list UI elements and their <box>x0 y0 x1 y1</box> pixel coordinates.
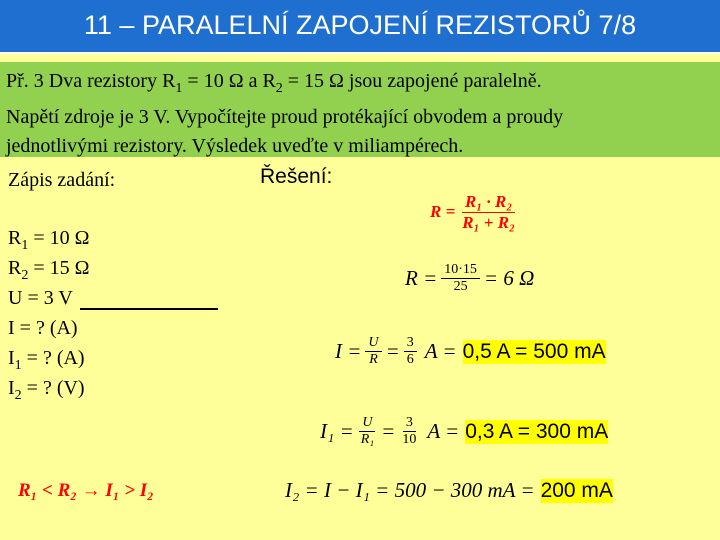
formula-resistance <box>430 192 522 232</box>
calc-numerator: 10·15 <box>441 262 480 279</box>
slide-title: 11 – PARALELNÍ ZAPOJENÍ REZISTORŮ 7/8 <box>0 0 720 54</box>
calc-denominator: 10 <box>402 432 417 448</box>
calc-fraction <box>358 415 377 448</box>
problem-statement <box>0 62 720 157</box>
calc-lhs: I₂ = I − I₁ = 500 − 300 mA = <box>285 478 535 502</box>
problem-text: = 10 Ω a R <box>182 70 276 92</box>
calc-result: 0,5 A = 500 mA <box>462 339 606 363</box>
calc-unit: A = <box>424 339 457 364</box>
unknown-i2: $I_2$ = ? (V) <box>8 377 85 403</box>
calc-current-1 <box>320 415 608 448</box>
calc-equals: = <box>385 339 400 364</box>
calc-fraction <box>441 262 480 295</box>
problem-line-1: Př. 3 Dva rezistory $R_1 = 10$ Ω a $R_2 = 15$ Ω jsou zapojené paralelně. <box>6 70 542 96</box>
calc-denominator: R <box>369 352 378 368</box>
given-divider <box>80 308 218 310</box>
unknown-i1: $I_1$ = ? (A) <box>8 347 85 373</box>
calc-numerator: U <box>365 335 381 352</box>
conclusion: R₁ < R₂ → I₁ > I₂ <box>18 480 154 501</box>
problem-line-2: Napětí zdroje je 3 V. Vypočítejte proud protékající obvodem a proudy <box>6 106 564 128</box>
calc-result: 200 mA <box>540 478 613 502</box>
formula-lhs: R = <box>430 202 456 222</box>
solution-heading: Řešení: <box>260 165 333 188</box>
calc-result: = 6 Ω <box>483 266 535 291</box>
calc-lhs: R = <box>405 266 438 291</box>
calc-numerator: 3 <box>403 415 416 432</box>
calc-denominator: 25 <box>453 279 468 295</box>
given-r1: $R_1 = 10$ Ω <box>8 227 90 253</box>
formula-denominator: R₁ + R₂ <box>462 212 515 232</box>
formula-fraction <box>459 192 518 232</box>
given-heading: Zápis zadání: <box>8 169 116 191</box>
unknown-i: I = ? (A) <box>8 317 78 339</box>
given-value: = 10 Ω <box>28 227 90 249</box>
calc-resistance <box>405 262 534 295</box>
given-r2: $R_2 = 15$ Ω <box>8 257 90 283</box>
calc-numerator: 3 <box>404 335 417 352</box>
calc-denominator: R₁ <box>360 432 375 448</box>
calc-equals: = <box>381 419 396 444</box>
formula-numerator: R₁ · R₂ <box>462 192 515 213</box>
calc-numerator: U <box>359 415 375 432</box>
unknown-value: = ? (V) <box>21 377 85 399</box>
unknown-value: = ? (A) <box>21 347 85 369</box>
calc-fraction <box>404 335 417 368</box>
calc-current <box>335 335 606 368</box>
problem-text: = 15 Ω jsou zapojené paralelně. <box>282 70 542 92</box>
calc-fraction <box>365 335 381 368</box>
problem-line-3: jednotlivými rezistory. Výsledek uveďte v miliampérech. <box>6 135 464 157</box>
calc-denominator: 6 <box>406 352 414 368</box>
calc-lhs: I₁ = <box>320 419 354 444</box>
calc-result: 0,3 A = 300 mA <box>465 419 609 443</box>
given-section <box>8 165 115 403</box>
calc-fraction <box>399 415 419 448</box>
given-value: = 15 Ω <box>28 257 90 279</box>
calc-current-2 <box>285 478 613 503</box>
calc-lhs: I = <box>335 339 362 364</box>
problem-text: Př. 3 Dva rezistory R <box>6 70 176 92</box>
given-u: U = 3 V <box>8 287 73 309</box>
calc-unit: A = <box>427 419 460 444</box>
